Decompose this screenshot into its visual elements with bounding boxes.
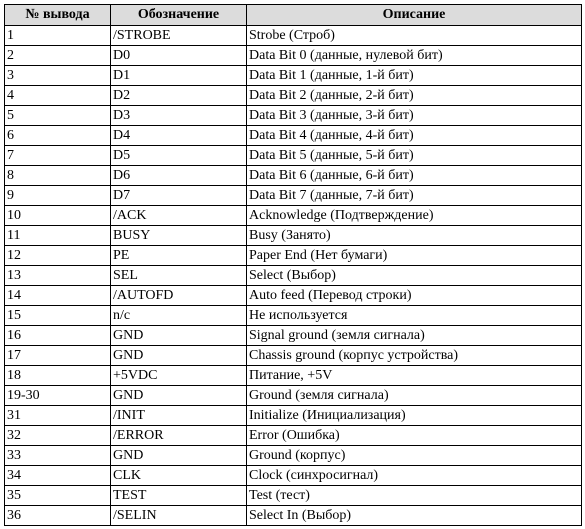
pinout-table [4,4,582,526]
cell-designation: BUSY [111,226,247,246]
cell-description: Data Bit 3 (данные, 3-й бит) [247,106,582,126]
cell-pin-number: 2 [5,46,111,66]
cell-designation: D3 [111,106,247,126]
cell-designation: GND [111,326,247,346]
cell-pin-number: 19-30 [5,386,111,406]
cell-designation: D7 [111,186,247,206]
cell-pin-number: 35 [5,486,111,506]
cell-pin-number: 8 [5,166,111,186]
cell-description: Chassis ground (корпус устройства) [247,346,582,366]
cell-description: Select (Выбор) [247,266,582,286]
cell-designation: /AUTOFD [111,286,247,306]
cell-description: Не используется [247,306,582,326]
cell-pin-number: 5 [5,106,111,126]
table-row [5,406,582,426]
table-row [5,246,582,266]
cell-designation: n/c [111,306,247,326]
table-row [5,486,582,506]
table-row [5,306,582,326]
table-row [5,266,582,286]
table-row [5,26,582,46]
header-row [5,5,582,26]
cell-designation: GND [111,446,247,466]
cell-description: Ground (корпус) [247,446,582,466]
cell-designation: GND [111,386,247,406]
table-row [5,106,582,126]
cell-designation: CLK [111,466,247,486]
cell-designation: /STROBE [111,26,247,46]
cell-designation: +5VDC [111,366,247,386]
cell-description: Data Bit 6 (данные, 6-й бит) [247,166,582,186]
cell-pin-number: 32 [5,426,111,446]
cell-description: Data Bit 4 (данные, 4-й бит) [247,126,582,146]
cell-description: Auto feed (Перевод строки) [247,286,582,306]
cell-pin-number: 36 [5,506,111,526]
table-row [5,286,582,306]
cell-description: Питание, +5V [247,366,582,386]
cell-description: Strobe (Строб) [247,26,582,46]
table-row [5,166,582,186]
cell-pin-number: 12 [5,246,111,266]
cell-description: Data Bit 5 (данные, 5-й бит) [247,146,582,166]
cell-description: Initialize (Инициализация) [247,406,582,426]
cell-description: Test (тест) [247,486,582,506]
cell-description: Acknowledge (Подтверждение) [247,206,582,226]
table-row [5,346,582,366]
cell-designation: D6 [111,166,247,186]
table-row [5,86,582,106]
cell-designation: D0 [111,46,247,66]
header-pin-number: № вывода [5,5,111,26]
cell-description: Data Bit 2 (данные, 2-й бит) [247,86,582,106]
header-description: Описание [247,5,582,26]
cell-description: Data Bit 0 (данные, нулевой бит) [247,46,582,66]
table-row [5,386,582,406]
table-row [5,146,582,166]
cell-pin-number: 17 [5,346,111,366]
cell-pin-number: 11 [5,226,111,246]
cell-pin-number: 31 [5,406,111,426]
cell-description: Data Bit 7 (данные, 7-й бит) [247,186,582,206]
cell-pin-number: 13 [5,266,111,286]
cell-pin-number: 6 [5,126,111,146]
cell-designation: /INIT [111,406,247,426]
table-row [5,426,582,446]
cell-designation: /ACK [111,206,247,226]
table-row [5,186,582,206]
cell-pin-number: 33 [5,446,111,466]
cell-description: Ground (земля сигнала) [247,386,582,406]
cell-description: Signal ground (земля сигнала) [247,326,582,346]
cell-designation: D2 [111,86,247,106]
table-body [5,26,582,526]
table-row [5,46,582,66]
table-row [5,206,582,226]
cell-pin-number: 10 [5,206,111,226]
cell-description: Clock (синхросигнал) [247,466,582,486]
table-row [5,326,582,346]
table-row [5,446,582,466]
cell-designation: SEL [111,266,247,286]
cell-description: Paper End (Нет бумаги) [247,246,582,266]
cell-pin-number: 34 [5,466,111,486]
cell-designation: D1 [111,66,247,86]
cell-description: Busy (Занято) [247,226,582,246]
cell-designation: D5 [111,146,247,166]
table-row [5,66,582,86]
cell-pin-number: 18 [5,366,111,386]
table-row [5,126,582,146]
cell-designation: PE [111,246,247,266]
cell-designation: /ERROR [111,426,247,446]
cell-pin-number: 3 [5,66,111,86]
cell-designation: TEST [111,486,247,506]
cell-pin-number: 7 [5,146,111,166]
cell-pin-number: 1 [5,26,111,46]
cell-description: Data Bit 1 (данные, 1-й бит) [247,66,582,86]
header-designation: Обозначение [111,5,247,26]
table-row [5,226,582,246]
table-row [5,466,582,486]
cell-description: Select In (Выбор) [247,506,582,526]
cell-pin-number: 9 [5,186,111,206]
cell-description: Error (Ошибка) [247,426,582,446]
cell-designation: D4 [111,126,247,146]
table-row [5,366,582,386]
cell-pin-number: 15 [5,306,111,326]
cell-pin-number: 16 [5,326,111,346]
cell-designation: GND [111,346,247,366]
cell-pin-number: 4 [5,86,111,106]
table-row [5,506,582,526]
cell-pin-number: 14 [5,286,111,306]
table-header [5,5,582,26]
cell-designation: /SELIN [111,506,247,526]
